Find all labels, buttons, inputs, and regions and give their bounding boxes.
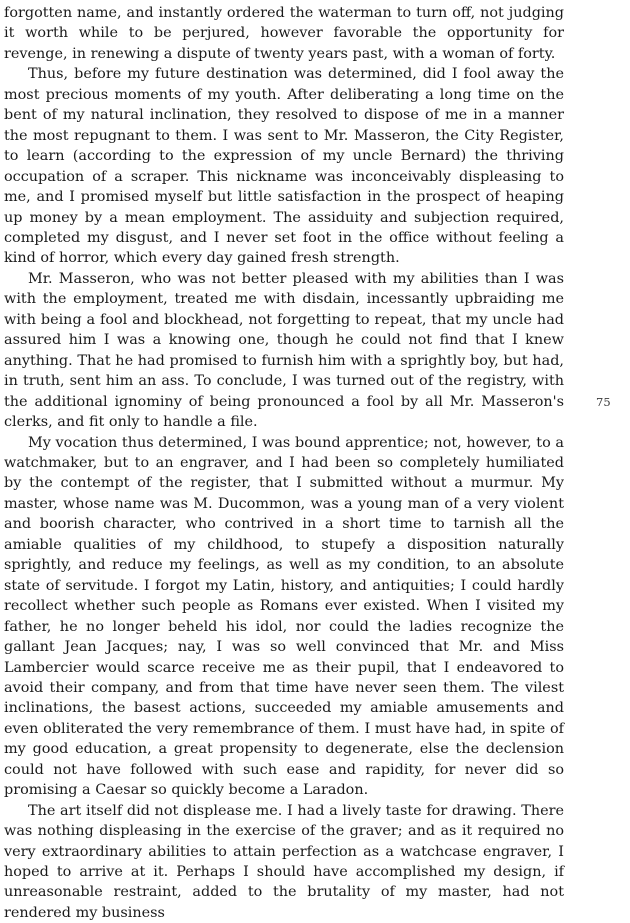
paragraph: Mr. Masseron, who was not better pleased with my abilities than I was with the employment, treated me with disdain, incessantly upbraiding me with being a fool and blockhead, not forgetting to repeat, that my uncle had assured him I was a knowing one, though he could not find that I knew anything. That he had promised to furnish him with a sprightly boy, but had, in truth, sent him an ass. To conclude, I was turned out of the registry, with the additional ignominy of being pronounced a fool by all Mr. Masseron's clerks, and fit only to handle a file. [4,270,564,431]
paragraph: My vocation thus determined, I was bound apprentice; not, however, to a watchmaker, but to an engraver, and I had been so completely humiliated by the contempt of the register, that I submitted without a murmur. My master, whose name was M. Ducommon, was a young man of a very violent and boorish character, who contrived in a short time to tarnish all the amiable qualities of my childhood, to stupefy a disposition naturally sprightly, and reduce my feelings, as well as my condition, to an absolute state of servitude. I forgot my Latin, history, and antiquities; I could hardly recollect whether such people as Romans ever existed. When I visited my father, he no longer beheld his idol, nor could the ladies recognize the gallant Jean Jacques; nay, I was so well convinced that Mr. and Miss Lambercier would scarce receive me as their pupil, that I endeavored to avoid their company, and from that time have never seen them. The vilest inclinations, the basest actions, succeeded my amiable amusements and even obliterated the very remembrance of them. I must have had, in spite of my good education, a great propensity to degenerate, else the declension could not have followed with such ease and rapidity, for never did so promising a Caesar so quickly become a Laradon. [4,434,564,799]
paragraph: Thus, before my future destination was determined, did I fool away the most precious moments of my youth. After deliberating a long time on the bent of my natural inclination, they resolved to dispose of me in a manner the most repugnant to them. I was sent to Mr. Masseron, the City Register, to learn (according to the expression of my uncle Bernard) the thriving occupation of a scraper. This nickname was inconceivably displeasing to me, and I promised myself but little satisfaction in the prospect of heaping up money by a mean employment. The assiduity and subjection required, completed my disgust, and I never set foot in the office without feeling a kind of horror, which every day gained fresh strength. [4,66,564,267]
body-text [4,3,564,923]
margin-page-number: 75 [596,395,611,409]
paragraph: The art itself did not displease me. I had a lively taste for drawing. There was nothing displeasing in the exercise of the graver; and as it required no very extraordinary abilities to attain perfection as a watchcase engraver, I hoped to arrive at it. Perhaps I should have accomplished my design, if unreasonable restraint, added to the brutality of my master, had not rendered my business [4,802,564,921]
paragraph-continued: forgotten name, and instantly ordered the waterman to turn off, not judging it worth while to be perjured, however favorable the opportunity for revenge, in renewing a dispute of twenty years past, with a woman of forty. [4,5,564,62]
